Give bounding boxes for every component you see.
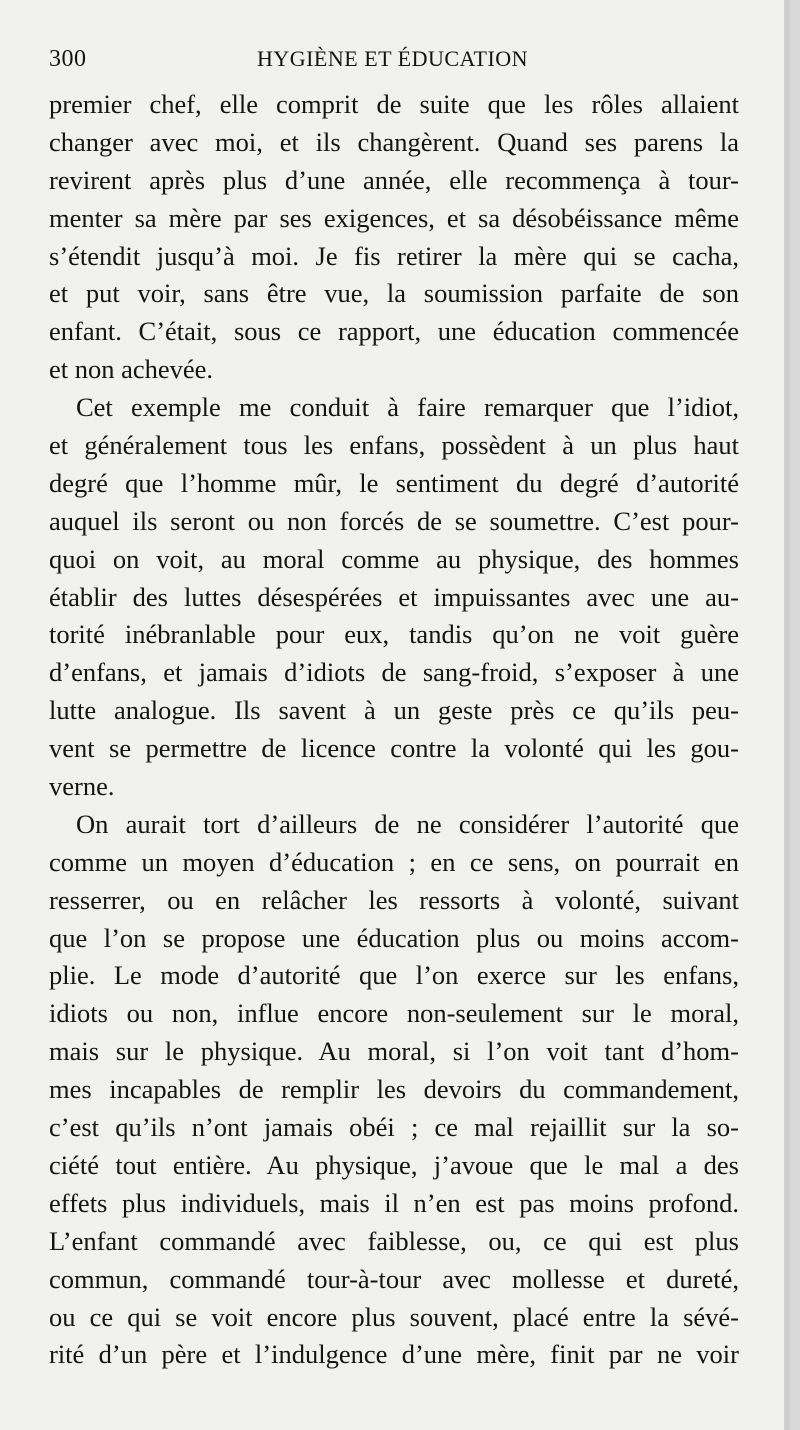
running-title: HYGIÈNE ET ÉDUCATION xyxy=(256,46,529,71)
body-text xyxy=(49,86,739,1374)
text-line: c’est qu’ils n’ont jamais obéi ; ce mal rejaillit sur la so- xyxy=(49,1112,739,1143)
text-line: et généralement tous les enfans, possèdent à un plus haut xyxy=(49,430,739,461)
text-line: rité d’un père et l’indulgence d’une mère, finit par ne voir xyxy=(49,1339,739,1370)
text-line: mais sur le physique. Au moral, si l’on voit tant d’hom- xyxy=(49,1036,739,1067)
text-line: idiots ou non, influe encore non-seulement sur le moral, xyxy=(49,998,739,1029)
text-line: quoi on voit, au moral comme au physique, des hommes xyxy=(49,543,739,574)
text-line: torité inébranlable pour eux, tandis qu’on ne voit guère xyxy=(49,619,739,650)
text-line: premier chef, elle comprit de suite que les rôles allaient xyxy=(49,89,739,119)
text-line: enfant. C’était, sous ce rapport, une éducation commencée xyxy=(49,316,739,347)
text-line: vent se permettre de licence contre la volonté qui les gou- xyxy=(49,733,739,764)
text-line: établir des luttes désespérées et impuissantes avec une au- xyxy=(49,581,739,612)
paragraph xyxy=(49,806,739,1374)
text-line: que l’on se propose une éducation plus ou moins accom- xyxy=(49,922,739,953)
text-line: L’enfant commandé avec faiblesse, ou, ce qui est plus xyxy=(49,1225,739,1256)
text-line: effets plus individuels, mais il n’en est pas moins profond. xyxy=(49,1187,739,1218)
text-line: ou ce qui se voit encore plus souvent, placé entre la sévé- xyxy=(49,1301,739,1332)
text-line: plie. Le mode d’autorité que l’on exerce sur les enfans, xyxy=(49,960,739,991)
text-line: et non achevée. xyxy=(49,354,214,385)
text-line: auquel ils seront ou non forcés de se soumettre. C’est pour- xyxy=(49,505,739,536)
text-line: mes incapables de remplir les devoirs du commandement, xyxy=(49,1074,739,1105)
text-line: lutte analogue. Ils savent à un geste près ce qu’ils peu- xyxy=(49,695,739,726)
text-line: commun, commandé tour-à-tour avec mollesse et dureté, xyxy=(49,1263,739,1294)
paragraph xyxy=(49,389,739,806)
text-line: menter sa mère par ses exigences, et sa désobéissance même xyxy=(49,202,739,233)
text-line: Cet exemple me conduit à faire remarquer que l’idiot, xyxy=(76,392,739,423)
text-line: ciété tout entière. Au physique, j’avoue que le mal a des xyxy=(49,1149,739,1180)
text-line: changer avec moi, et ils changèrent. Quand ses parens la xyxy=(49,126,739,157)
paragraph xyxy=(49,86,739,389)
text-line: comme un moyen d’éducation ; en ce sens, on pourrait en xyxy=(49,846,739,877)
text-line: et put voir, sans être vue, la soumission parfaite de son xyxy=(49,278,739,309)
text-line: degré que l’homme mûr, le sentiment du degré d’autorité xyxy=(49,467,739,498)
text-line: revirent après plus d’une année, elle recommença à tour- xyxy=(49,164,739,195)
text-line: s’étendit jusqu’à moi. Je fis retirer la mère qui se cacha, xyxy=(49,240,739,271)
text-line: On aurait tort d’ailleurs de ne considérer l’autorité que xyxy=(76,808,739,839)
text-line: d’enfans, et jamais d’idiots de sang-froid, s’exposer à une xyxy=(49,657,739,688)
running-head xyxy=(49,40,736,80)
text-line: verne. xyxy=(49,771,115,802)
text-line: resserrer, ou en relâcher les ressorts à volonté, suivant xyxy=(49,884,739,915)
page-number: 300 xyxy=(49,46,87,72)
